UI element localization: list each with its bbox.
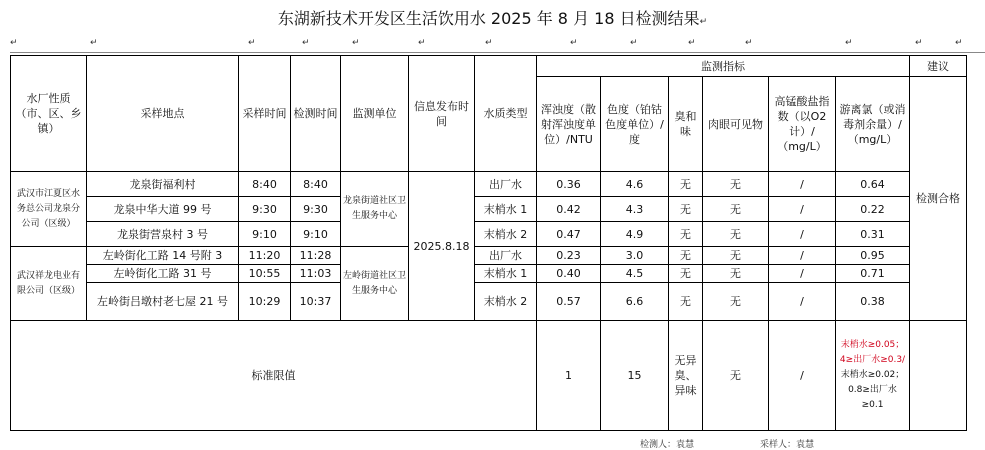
visible-cell: 无 — [703, 265, 769, 283]
header-publish-time: 信息发布时间 — [409, 56, 475, 172]
color-cell: 4.9 — [601, 222, 669, 247]
visible-cell: 无 — [703, 222, 769, 247]
table-row — [11, 283, 967, 321]
header-chlorine: 游离氯（或消毒剂余量）/（mg/L） — [836, 77, 910, 172]
sample-time-cell: 10:55 — [239, 265, 291, 283]
permanganate-cell: / — [769, 172, 836, 197]
sampler-label: 采样人：袁慧 — [760, 440, 815, 450]
water-type-cell: 出厂水 — [475, 172, 537, 197]
paragraph-mark-icon: ↵ — [699, 17, 708, 27]
visible-cell: 无 — [703, 247, 769, 265]
header-water-type: 水质类型 — [475, 56, 537, 172]
paragraph-mark-icon: ↵ — [915, 38, 923, 48]
permanganate-cell: / — [769, 283, 836, 321]
suggestion-value: 检测合格 — [910, 77, 967, 321]
limits-row — [11, 321, 967, 431]
color-cell: 6.6 — [601, 283, 669, 321]
header-sample-time: 采样时间 — [239, 56, 291, 172]
paragraph-mark-icon: ↵ — [745, 38, 753, 48]
odor-cell: 无 — [669, 222, 703, 247]
odor-cell: 无 — [669, 247, 703, 265]
paragraph-mark-icon: ↵ — [630, 38, 638, 48]
header-indicators: 监测指标 — [537, 56, 910, 77]
visible-cell: 无 — [703, 172, 769, 197]
paragraph-mark-icon: ↵ — [485, 38, 493, 48]
table-row — [11, 222, 967, 247]
table-row — [11, 197, 967, 222]
location-cell: 龙泉街营泉村 3 号 — [87, 222, 239, 247]
empty-cell-row — [10, 38, 985, 52]
limit-chlorine-red: 末梢水≥0.05；4≥出厂水≥0.3/ — [839, 340, 906, 365]
limit-color: 15 — [601, 321, 669, 431]
turbidity-cell: 0.40 — [537, 265, 601, 283]
chlorine-cell: 0.64 — [836, 172, 910, 197]
test-time-cell: 11:28 — [291, 247, 341, 265]
odor-cell: 无 — [669, 283, 703, 321]
odor-cell: 无 — [669, 172, 703, 197]
sample-time-cell: 10:29 — [239, 283, 291, 321]
color-cell: 3.0 — [601, 247, 669, 265]
location-cell: 左岭街吕墩村老七屋 21 号 — [87, 283, 239, 321]
paragraph-mark-icon: ↵ — [10, 38, 18, 48]
limit-permanganate: / — [769, 321, 836, 431]
limit-odor: 无异臭、异味 — [669, 321, 703, 431]
location-cell: 左岭街化工路 14 号附 3 — [87, 247, 239, 265]
table-row — [11, 247, 967, 265]
test-time-cell: 10:37 — [291, 283, 341, 321]
divider — [10, 52, 985, 53]
header-visible: 肉眼可见物 — [703, 77, 769, 172]
plant-name: 武汉祥龙电业有限公司（区级） — [11, 247, 87, 321]
header-monitor-unit: 监测单位 — [341, 56, 409, 172]
header-plant: 水厂性质（市、区、乡镇） — [11, 56, 87, 172]
limit-suggestion-empty — [910, 321, 967, 431]
chlorine-cell: 0.95 — [836, 247, 910, 265]
chlorine-cell: 0.31 — [836, 222, 910, 247]
permanganate-cell: / — [769, 197, 836, 222]
permanganate-cell: / — [769, 247, 836, 265]
sample-time-cell: 9:10 — [239, 222, 291, 247]
color-cell: 4.6 — [601, 172, 669, 197]
sample-time-cell: 11:20 — [239, 247, 291, 265]
paragraph-mark-icon: ↵ — [302, 38, 310, 48]
chlorine-cell: 0.71 — [836, 265, 910, 283]
plant-name: 武汉市江夏区水务总公司龙泉分公司（区级） — [11, 172, 87, 247]
location-cell: 龙泉街福利村 — [87, 172, 239, 197]
turbidity-cell: 0.47 — [537, 222, 601, 247]
header-color: 色度（铂钴色度单位）/度 — [601, 77, 669, 172]
header-odor: 臭和味 — [669, 77, 703, 172]
test-time-cell: 9:10 — [291, 222, 341, 247]
publish-date-cell: 2025.8.18 — [409, 172, 475, 321]
water-type-cell: 末梢水 1 — [475, 265, 537, 283]
color-cell: 4.3 — [601, 197, 669, 222]
water-type-cell: 末梢水 2 — [475, 283, 537, 321]
paragraph-mark-icon: ↵ — [418, 38, 426, 48]
paragraph-mark-icon: ↵ — [248, 38, 256, 48]
header-turbidity: 浑浊度（散射浑浊度单位）/NTU — [537, 77, 601, 172]
permanganate-cell: / — [769, 265, 836, 283]
results-table — [10, 55, 967, 431]
visible-cell: 无 — [703, 283, 769, 321]
turbidity-cell: 0.57 — [537, 283, 601, 321]
table-row — [11, 172, 967, 197]
monitor-unit-cell: 龙泉街道社区卫生服务中心 — [341, 172, 409, 247]
odor-cell: 无 — [669, 265, 703, 283]
chlorine-cell: 0.38 — [836, 283, 910, 321]
header-test-time: 检测时间 — [291, 56, 341, 172]
paragraph-mark-icon: ↵ — [352, 38, 360, 48]
turbidity-cell: 0.42 — [537, 197, 601, 222]
paragraph-mark-icon: ↵ — [570, 38, 578, 48]
sample-time-cell: 9:30 — [239, 197, 291, 222]
test-time-cell: 9:30 — [291, 197, 341, 222]
location-cell: 龙泉中华大道 99 号 — [87, 197, 239, 222]
test-time-cell: 11:03 — [291, 265, 341, 283]
inspector-label: 检测人：袁慧 — [640, 440, 695, 450]
chlorine-cell: 0.22 — [836, 197, 910, 222]
header-suggestion: 建议 — [910, 56, 967, 77]
location-cell: 左岭街化工路 31 号 — [87, 265, 239, 283]
limit-chlorine — [836, 321, 910, 431]
limit-chlorine-black: 末梢水≥0.02；0.8≥出厂水≥0.1 — [840, 370, 905, 410]
header-permanganate: 高锰酸盐指数（以O2计）/（mg/L） — [769, 77, 836, 172]
limits-label: 标准限值 — [11, 321, 537, 431]
limit-turbidity: 1 — [537, 321, 601, 431]
odor-cell: 无 — [669, 197, 703, 222]
table-row — [11, 265, 967, 283]
permanganate-cell: / — [769, 222, 836, 247]
document-title: 东湖新技术开发区生活饮用水 2025 年 8 月 18 日检测结果↵ — [277, 9, 708, 28]
water-type-cell: 末梢水 1 — [475, 197, 537, 222]
paragraph-mark-icon: ↵ — [845, 38, 853, 48]
monitor-unit-cell: 左岭街道社区卫生服务中心 — [341, 247, 409, 321]
water-type-cell: 出厂水 — [475, 247, 537, 265]
sample-time-cell: 8:40 — [239, 172, 291, 197]
test-time-cell: 8:40 — [291, 172, 341, 197]
paragraph-mark-icon: ↵ — [688, 38, 696, 48]
water-type-cell: 末梢水 2 — [475, 222, 537, 247]
turbidity-cell: 0.23 — [537, 247, 601, 265]
visible-cell: 无 — [703, 197, 769, 222]
header-location: 采样地点 — [87, 56, 239, 172]
paragraph-mark-icon: ↵ — [90, 38, 98, 48]
paragraph-mark-icon: ↵ — [955, 38, 963, 48]
turbidity-cell: 0.36 — [537, 172, 601, 197]
color-cell: 4.5 — [601, 265, 669, 283]
limit-visible: 无 — [703, 321, 769, 431]
